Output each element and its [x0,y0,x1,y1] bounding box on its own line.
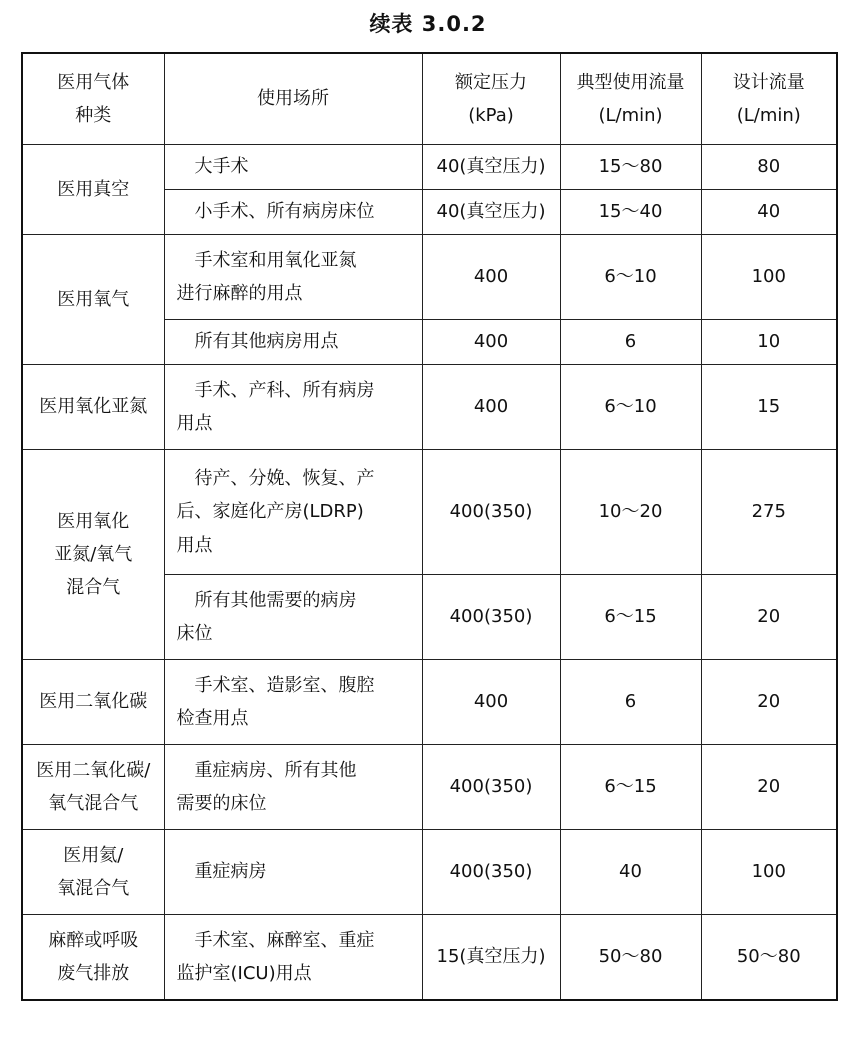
header-design-flow-line1: 设计流量 [732,71,805,93]
gas-type-line: 亚氮/氧气 [54,543,133,565]
header-typical-flow [560,53,701,145]
table-row [22,235,837,320]
table-row [22,365,837,450]
gas-type-line: 医用二氧化碳 [39,691,148,713]
gas-type-line: 医用真空 [57,178,130,200]
typical-flow-cell: 6～10 [560,365,701,450]
gas-type-cell [22,830,164,915]
design-flow-cell: 80 [701,145,837,190]
gas-type-cell [22,450,164,660]
location-line: 检查用点 [176,708,249,729]
header-typical-flow-line2: (L/min) [598,105,663,126]
pressure-cell: 400 [422,660,560,745]
gas-type-cell [22,745,164,830]
table-body [22,145,837,1001]
location-line: 手术室和用氧化亚氮 [194,249,357,271]
location-cell [164,320,422,365]
pressure-cell: 400 [422,235,560,320]
location-cell [164,745,422,830]
gas-type-line: 氧混合气 [57,878,130,899]
location-line: 重症病房 [194,861,267,883]
location-line: 监护室(ICU)用点 [176,963,312,984]
typical-flow-cell: 6 [560,320,701,365]
gas-type-line: 混合气 [66,577,121,599]
location-cell [164,145,422,190]
typical-flow-cell: 40 [560,830,701,915]
gas-type-line: 医用二氧化碳/ [36,759,151,781]
location-cell [164,365,422,450]
design-flow-cell: 100 [701,235,837,320]
header-gas-type-line2: 种类 [75,105,112,126]
table-row [22,450,837,575]
location-cell [164,190,422,235]
header-pressure-line1: 额定压力 [455,71,527,93]
medical-gas-flow-table [21,52,838,1001]
typical-flow-cell: 15～80 [560,145,701,190]
header-pressure-line2: (kPa) [468,105,514,126]
location-cell [164,450,422,575]
location-line: 进行麻醉的用点 [176,283,303,304]
table-row [22,145,837,190]
location-line: 大手术 [194,156,249,178]
gas-type-line: 医用氧化 [57,510,130,532]
pressure-cell: 400 [422,365,560,450]
location-cell [164,830,422,915]
location-line: 床位 [176,623,213,644]
location-line: 手术室、造影室、腹腔 [194,674,375,696]
location-line: 手术室、麻醉室、重症 [194,929,375,951]
design-flow-cell: 15 [701,365,837,450]
pressure-cell: 40(真空压力) [422,145,560,190]
typical-flow-cell: 6～15 [560,575,701,660]
gas-type-line: 医用氧气 [57,288,130,310]
design-flow-cell: 20 [701,575,837,660]
gas-type-line: 麻醉或呼吸 [48,929,139,951]
pressure-cell: 400(350) [422,830,560,915]
design-flow-cell: 20 [701,745,837,830]
typical-flow-cell: 10～20 [560,450,701,575]
gas-type-cell [22,915,164,1001]
gas-type-line: 医用氦/ [63,844,124,866]
location-cell [164,915,422,1001]
table-row [22,830,837,915]
gas-type-cell [22,365,164,450]
typical-flow-cell: 6 [560,660,701,745]
location-line: 待产、分娩、恢复、产 [194,468,375,490]
location-line: 需要的床位 [176,793,267,814]
design-flow-cell: 10 [701,320,837,365]
header-row [22,53,837,145]
typical-flow-cell: 6～15 [560,745,701,830]
design-flow-cell: 50～80 [701,915,837,1001]
typical-flow-cell: 15～40 [560,190,701,235]
location-line: 手术、产科、所有病房 [194,379,375,401]
table-row [22,660,837,745]
design-flow-cell: 40 [701,190,837,235]
header-location: 使用场所 [164,53,422,145]
header-typical-flow-line1: 典型使用流量 [576,71,685,93]
table-caption: 续表 3.0.2 [369,12,487,36]
location-line: 小手术、所有病房床位 [194,201,375,223]
design-flow-cell: 275 [701,450,837,575]
location-line: 所有其他病房用点 [194,331,339,353]
header-pressure [422,53,560,145]
location-line: 用点 [176,413,213,434]
pressure-cell: 400 [422,320,560,365]
pressure-cell: 40(真空压力) [422,190,560,235]
header-design-flow-line2: (L/min) [736,105,801,126]
pressure-cell: 15(真空压力) [422,915,560,1001]
table-row [22,745,837,830]
pressure-cell: 400(350) [422,450,560,575]
gas-type-line: 医用氧化亚氮 [39,396,148,418]
gas-type-line: 氧气混合气 [48,793,139,814]
gas-type-cell [22,145,164,235]
location-line: 后、家庭化产房(LDRP) [176,501,364,523]
location-line: 重症病房、所有其他 [194,759,357,781]
location-line: 所有其他需要的病房 [194,589,357,611]
design-flow-cell: 100 [701,830,837,915]
typical-flow-cell: 6～10 [560,235,701,320]
location-cell [164,575,422,660]
gas-type-cell [22,660,164,745]
gas-type-cell [22,235,164,365]
header-gas-type-line1: 医用气体 [57,71,130,93]
location-cell [164,235,422,320]
header-gas-type [22,53,164,145]
gas-type-line: 废气排放 [57,963,130,984]
location-cell [164,660,422,745]
pressure-cell: 400(350) [422,575,560,660]
pressure-cell: 400(350) [422,745,560,830]
design-flow-cell: 20 [701,660,837,745]
location-line: 用点 [176,534,213,556]
header-design-flow [701,53,837,145]
typical-flow-cell: 50～80 [560,915,701,1001]
table-row [22,915,837,1001]
